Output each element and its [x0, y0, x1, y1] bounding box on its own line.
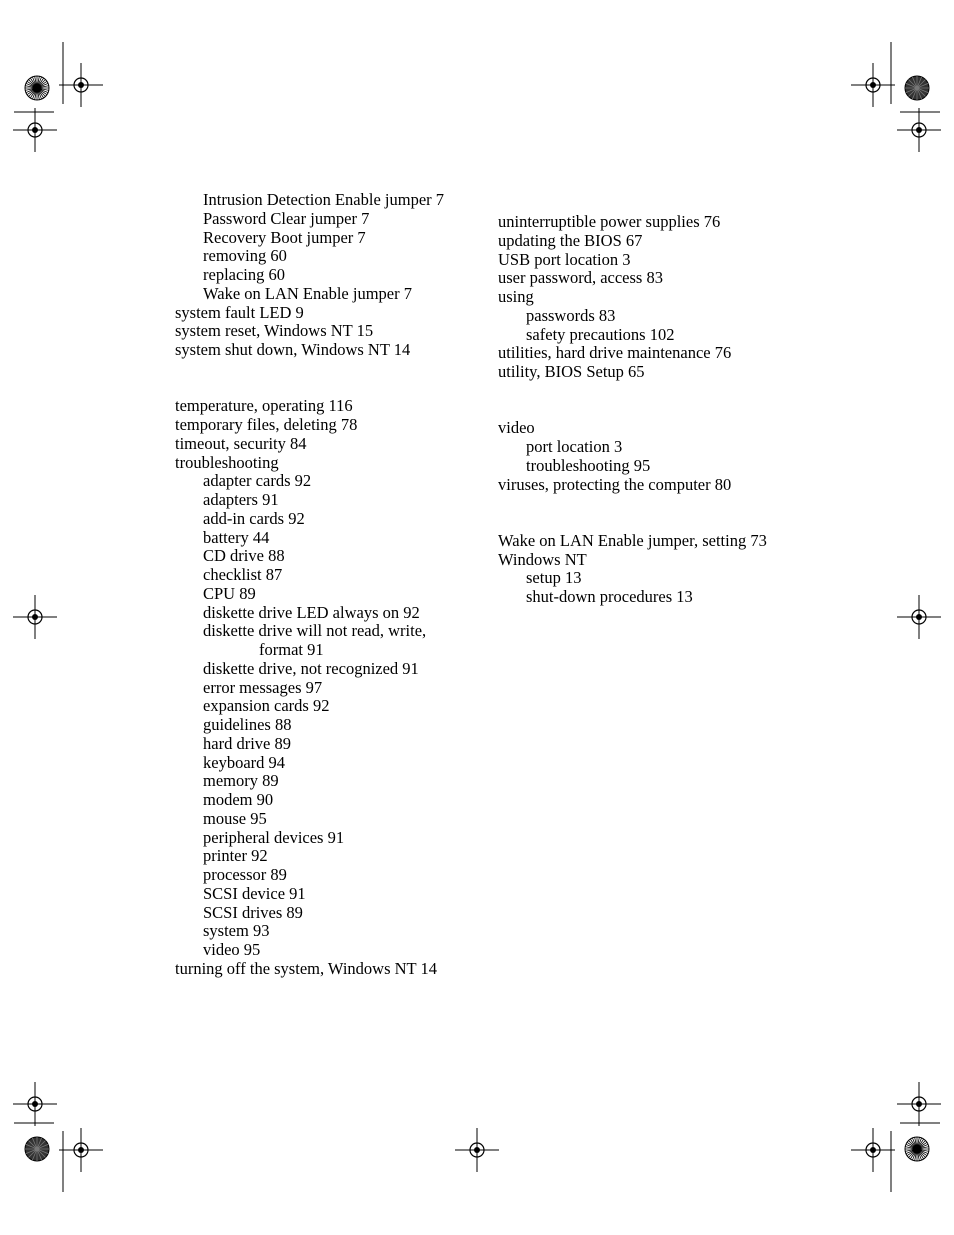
index-subentry: peripheral devices 91 [203, 827, 345, 847]
index-subentry: mouse 95 [203, 808, 267, 828]
index-entry: utility, BIOS Setup 65 [498, 362, 645, 381]
index-subentry: system 93 [203, 921, 270, 941]
index-subentry: safety precautions 102 [526, 324, 675, 344]
section-gap [498, 494, 767, 532]
index-entry: video [498, 418, 535, 438]
index-entry: system fault LED 9 [175, 302, 304, 322]
index-entry: updating the BIOS 67 [498, 230, 643, 250]
index-entry: system reset, Windows NT 15 [175, 321, 374, 341]
index-entry: temporary files, deleting 78 [175, 415, 358, 434]
index-subentry: SCSI device 91 [203, 883, 306, 903]
index-column-left [175, 191, 444, 979]
index-subentry: removing 60 [203, 246, 287, 266]
index-subentry: guidelines 88 [203, 715, 292, 734]
index-subentry: CD drive 88 [203, 546, 285, 566]
index-entry: turning off the system, Windows NT 14 [175, 958, 437, 978]
index-entry: user password, access 83 [498, 268, 663, 288]
index-subentry: adapters 91 [203, 490, 279, 509]
index-subentry: CPU 89 [203, 583, 256, 603]
index-entry: USB port location 3 [498, 249, 631, 269]
index-subentry: SCSI drives 89 [203, 902, 303, 922]
index-subentry: diskette drive will not read, write, [203, 621, 427, 641]
index-entry: troubleshooting [175, 452, 279, 472]
section-gap [498, 382, 767, 420]
index-entry: uninterruptible power supplies 76 [498, 212, 721, 231]
index-subentry: memory 89 [203, 771, 279, 791]
index-subentry: video 95 [203, 940, 261, 959]
index-entry: utilities, hard drive maintenance 76 [498, 343, 732, 363]
index-subentry: port location 3 [526, 437, 623, 456]
index-subentry: hard drive 89 [203, 733, 291, 753]
index-subentry: Wake on LAN Enable jumper 7 [203, 283, 412, 303]
index-subentry: adapter cards 92 [203, 471, 312, 491]
index-subentry: modem 90 [203, 790, 274, 809]
index-entry: system shut down, Windows NT 14 [175, 340, 411, 359]
index-subentry: troubleshooting 95 [526, 455, 651, 475]
index-subentry: diskette drive LED always on 92 [203, 602, 420, 622]
index-entry: timeout, security 84 [175, 433, 307, 453]
index-subentry: expansion cards 92 [203, 696, 330, 716]
section-gap [175, 360, 444, 398]
index-column-right [498, 213, 767, 607]
index-subentry: processor 89 [203, 865, 287, 884]
index-subentry: Recovery Boot jumper 7 [203, 227, 366, 247]
index-subentry: format 91 [259, 640, 324, 659]
index-entry: viruses, protecting the computer 80 [498, 474, 732, 494]
index-entry: Windows NT [498, 549, 587, 569]
index-entry: using [498, 287, 534, 306]
index-subentry: setup 13 [526, 568, 582, 588]
index-subentry: replacing 60 [203, 265, 286, 284]
index-subentry: shut-down procedures 13 [526, 587, 693, 606]
index-subentry: Password Clear jumper 7 [203, 208, 370, 228]
index-subentry: printer 92 [203, 846, 268, 866]
index-subentry: passwords 83 [526, 305, 616, 325]
index-subentry: Intrusion Detection Enable jumper 7 [203, 190, 445, 209]
index-subentry: diskette drive, not recognized 91 [203, 658, 419, 678]
index-subentry: error messages 97 [203, 677, 323, 697]
index-subentry: checklist 87 [203, 565, 283, 584]
index-subentry: add-in cards 92 [203, 508, 305, 528]
index-subentry: battery 44 [203, 527, 270, 547]
index-subentry: keyboard 94 [203, 752, 286, 772]
index-entry: Wake on LAN Enable jumper, setting 73 [498, 530, 767, 550]
index-entry: temperature, operating 116 [175, 396, 353, 416]
